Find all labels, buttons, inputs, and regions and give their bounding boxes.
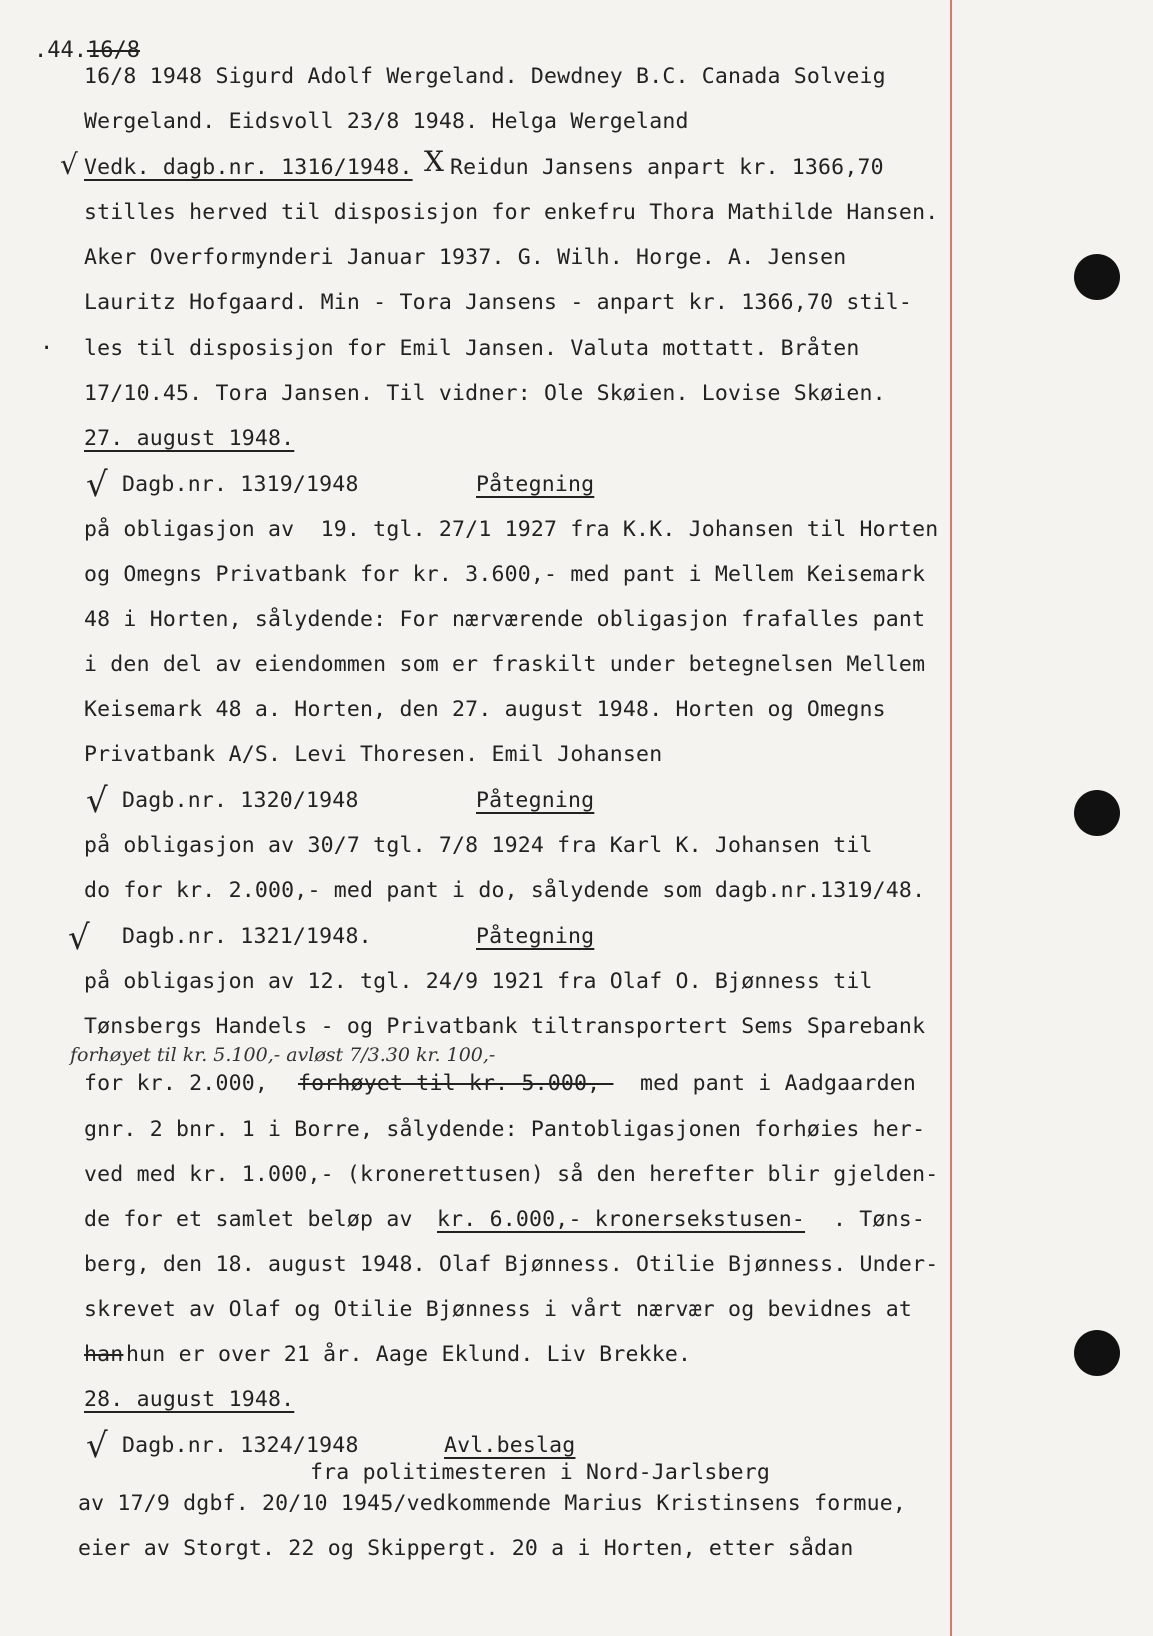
text-line: fra politimesteren i Nord-Jarlsberg: [310, 1460, 771, 1485]
corner-mark: 16/8: [86, 38, 140, 63]
text-line: av 17/9 dgbf. 20/10 1945/vedkommende Marius Kristinsens formue,: [78, 1491, 907, 1516]
punch-hole: [1074, 254, 1120, 300]
text-line: . Tøns-: [833, 1207, 926, 1232]
text-line: Keisemark 48 a. Horten, den 27. august 1948. Horten og Omegns: [84, 697, 886, 722]
entry-number: Dagb.nr. 1320/1948: [122, 788, 359, 813]
text-line: og Omegns Privatbank for kr. 3.600,- med pant i Mellem Keisemark: [84, 562, 926, 587]
text-line: les til disposisjon for Emil Jansen. Valuta mottatt. Bråten: [84, 336, 860, 361]
text-line: stilles herved til disposisjon for enkefru Thora Mathilde Hansen.: [84, 200, 939, 225]
text-line: skrevet av Olaf og Otilie Bjønness i vårt nærvær og bevidnes at: [84, 1297, 913, 1322]
margin-line: [950, 0, 952, 1636]
punch-hole: [1074, 1330, 1120, 1376]
date-heading: 27. august 1948.: [84, 426, 295, 451]
cross-mark: X: [424, 145, 444, 178]
text-line: eier av Storgt. 22 og Skippergt. 20 a i Horten, etter sådan: [78, 1536, 854, 1561]
text-line: for kr. 2.000,: [84, 1071, 269, 1096]
text-line: Lauritz Hofgaard. Min - Tora Jansens - anpart kr. 1366,70 stil-: [84, 290, 913, 315]
text-line: ved med kr. 1.000,- (kronerettusen) så den herefter blir gjelden-: [84, 1162, 939, 1187]
entry-type: Påtegning: [476, 924, 595, 949]
page-number: [34, 38, 140, 63]
text-line: de for et samlet beløp av: [84, 1207, 426, 1232]
punch-hole: [1074, 790, 1120, 836]
text-line: 16/8 1948 Sigurd Adolf Wergeland. Dewdney B.C. Canada Solveig: [84, 64, 886, 89]
check-mark: √: [60, 148, 78, 181]
text-line: Aker Overformynderi Januar 1937. G. Wilh. Horge. A. Jensen: [84, 245, 847, 270]
text-line: hun er over 21 år. Aage Eklund. Liv Brekke.: [126, 1342, 692, 1367]
text-line: 48 i Horten, sålydende: For nærværende obligasjon frafalles pant: [84, 607, 926, 632]
text-line: med pant i Aadgaarden: [640, 1071, 917, 1096]
entry-number: Dagb.nr. 1321/1948.: [122, 924, 372, 949]
struck-text: han: [84, 1342, 124, 1367]
text-line: på obligasjon av 30/7 tgl. 7/8 1924 fra Karl K. Johansen til: [84, 833, 873, 858]
ref-number: Vedk. dagb.nr. 1316/1948.: [84, 155, 413, 180]
text-line: på obligasjon av 12. tgl. 24/9 1921 fra Olaf O. Bjønness til: [84, 969, 873, 994]
check-mark: √: [86, 781, 108, 821]
text-line: i den del av eiendommen som er fraskilt under betegnelsen Mellem: [84, 652, 926, 677]
date-heading: 28. august 1948.: [84, 1387, 295, 1412]
check-mark: √: [86, 1426, 108, 1466]
text-line: gnr. 2 bnr. 1 i Borre, sålydende: Pantobligasjonen forhøies her-: [84, 1117, 926, 1142]
entry-number: Dagb.nr. 1324/1948: [122, 1433, 359, 1458]
text-line: do for kr. 2.000,- med pant i do, sålydende som dagb.nr.1319/48.: [84, 878, 926, 903]
struck-text: forhøyet til kr. 5.000,-: [298, 1071, 614, 1096]
entry-type: Påtegning: [476, 472, 595, 497]
check-mark: √: [86, 465, 108, 505]
text-line: Privatbank A/S. Levi Thoresen. Emil Johansen: [84, 742, 663, 767]
entry-type: Avl.beslag: [444, 1433, 576, 1458]
page-number-text: .44.: [34, 38, 87, 63]
handwritten-note: forhøyet til kr. 5.100,- avløst 7/3.30 kr. 100,-: [70, 1044, 496, 1066]
text-line: Tønsbergs Handels - og Privatbank tiltransportert Sems Sparebank: [84, 1014, 926, 1039]
amount-text: kr. 6.000,- kronersekstusen-: [437, 1207, 806, 1232]
text-line: Wergeland. Eidsvoll 23/8 1948. Helga Wergeland: [84, 109, 689, 134]
text-line: 17/10.45. Tora Jansen. Til vidner: Ole Skøien. Lovise Skøien.: [84, 381, 886, 406]
entry-type: Påtegning: [476, 788, 595, 813]
text-line: Reidun Jansens anpart kr. 1366,70: [450, 155, 884, 180]
margin-dot: ·: [40, 336, 54, 361]
text-line: berg, den 18. august 1948. Olaf Bjønness. Otilie Bjønness. Under-: [84, 1252, 939, 1277]
entry-number: Dagb.nr. 1319/1948: [122, 472, 359, 497]
text-line: på obligasjon av 19. tgl. 27/1 1927 fra K.K. Johansen til Horten: [84, 517, 939, 542]
check-mark: √: [68, 918, 90, 958]
